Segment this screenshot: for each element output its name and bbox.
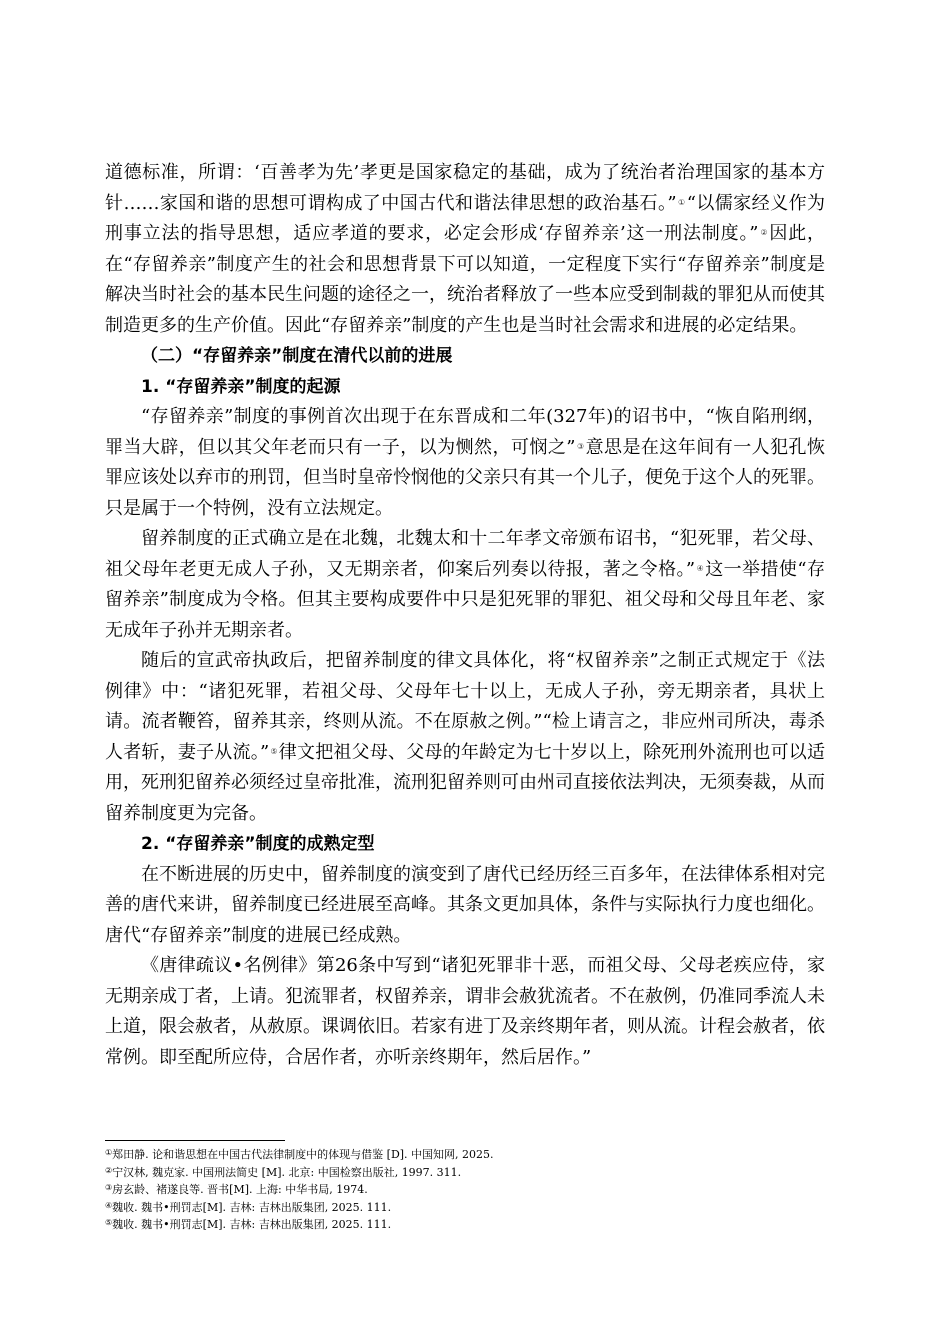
footnote-text: 宁汉林, 魏克家. 中国刑法简史 [M]. 北京: 中国检察出版社, 1997. 311. bbox=[112, 1165, 462, 1179]
footnote-ref-4: ④ bbox=[696, 563, 705, 573]
footnotes bbox=[105, 1145, 825, 1233]
footnote-mark: ② bbox=[105, 1165, 113, 1175]
paragraph-2 bbox=[105, 402, 825, 524]
footnote-ref-1: ① bbox=[677, 197, 686, 207]
footnote-item bbox=[105, 1215, 825, 1233]
footnote-mark: ① bbox=[105, 1148, 113, 1157]
section-heading-2: （二）“存留养亲”制度在清代以前的进展 bbox=[141, 346, 453, 366]
subsection-heading-2: 2. “存留养亲”制度的成熟定型 bbox=[141, 834, 375, 854]
paragraph-3-text: 留养制度的正式确立是在北魏，北魏太和十二年孝文帝颁布诏书，“犯死罪，若父母、祖父母年老更无成人子孙，又无期亲者，仰案后列奏以待报，著之令格。” bbox=[105, 528, 825, 580]
footnote-item bbox=[105, 1145, 825, 1163]
footnote-item bbox=[105, 1198, 825, 1216]
footnote-item bbox=[105, 1163, 825, 1181]
footnote-text: 魏收. 魏书•刑罚志[M]. 吉林: 吉林出版集团, 2025. 111. bbox=[112, 1218, 392, 1231]
subsection-heading-1: 1. “存留养亲”制度的起源 bbox=[141, 376, 341, 397]
paragraph-2-tail: 意思是在这年间有一人犯孔恢罪应该处以弃市的刑罚，但当时皇帝怜悯他的父亲只有其一个儿子，便免于这个人的死罪。只是属于一个特例，没有立法规定。 bbox=[105, 436, 825, 519]
paragraph-4-tail: 律文把祖父母、父母的年龄定为七十岁以上，除死刑外流刑也可以适用，死刑犯留养必须经过皇帝批准，流刑犯留养则可由州司直接依法判决，无须奏裁，从而留养制度更为完备。 bbox=[105, 741, 826, 824]
footnote-item bbox=[105, 1180, 825, 1198]
paragraph-1-tail2: 因此，在“存留养亲”制度产生的社会和思想背景下可以知道，一定程度下实行“存留养亲”制度是解决当时社会的基本民生问题的途径之一，统治者释放了一些本应受到制裁的罪犯从而使其制造更多的生产价值。因此“存留养亲”制度的产生也是当时社会需求和进展的必定结果。 bbox=[105, 223, 826, 336]
footnote-ref-2: ② bbox=[759, 228, 769, 237]
paragraph-4-text: 随后的宣武帝执政后，把留养制度的律文具体化，将“权留养亲”之制正式规定于《法例律》中：“诸犯死罪，若祖父母、父母年七十以上，无成人子孙，旁无期亲者，具状上请。流者鞭笞，留养其亲，终则从流。不在原赦之例。”“检上请言之，非应州司所决，毒杀人者斩，妻子从流。” bbox=[105, 650, 825, 763]
paragraph-1-text: 道德标准，所谓：‘百善孝为先’孝更是国家稳定的基础，成为了统治者治理国家的基本方针……家国和谐的思想可谓构成了中国古代和谐法律思想的政治基石。” bbox=[105, 162, 825, 214]
body-text bbox=[105, 158, 825, 1073]
paragraph-1 bbox=[105, 158, 825, 341]
paragraph-5: 在不断进展的历史中，留养制度的演变到了唐代已经历经三百多年，在法律体系相对完善的唐代来讲，留养制度已经进展至高峰。其条文更加具体，条件与实际执行力度也细化。唐代“存留养亲”制度的进展已经成熟。 bbox=[105, 863, 825, 946]
paragraph-3 bbox=[105, 524, 825, 646]
paragraph-3-tail: 这一举措使“存留养亲”制度成为令格。但其主要构成要件中只是犯死罪的罪犯、祖父母和父母且年老、家无成年子孙并无期亲者。 bbox=[105, 558, 826, 641]
paragraph-1-tail: “以儒家经义作为刑事立法的指导思想，适应孝道的要求，必定会形成‘存留养亲’这一刑法制度。” bbox=[105, 192, 826, 244]
paragraph-4 bbox=[105, 646, 825, 829]
footnote-text: 房玄龄、褚遂良等. 晋书[M]. 上海: 中华书局, 1974. bbox=[112, 1183, 368, 1196]
footnote-ref-3: ③ bbox=[576, 441, 585, 451]
footnote-text: 郑田静. 论和谐思想在中国古代法律制度中的体现与借鉴 [D]. 中国知网, 2025. bbox=[112, 1148, 494, 1161]
footnote-ref-5: ⑤ bbox=[270, 746, 278, 756]
footnote-mark: ④ bbox=[105, 1200, 113, 1210]
paragraph-6: 《唐律疏议•名例律》第26条中写到“诸犯死罪非十恶，而祖父母、父母老疾应侍，家无期亲成丁者，上请。犯流罪者，权留养亲，谓非会赦犹流者。不在赦例，仍准同季流人未上道，限会赦者，从赦原。课调依旧。若家有进丁及亲终期年者，则从流。计程会赦者，依常例。即至配所应侍，合居作者，亦听亲终期年，然后居作。” bbox=[105, 955, 825, 1068]
footnote-divider bbox=[105, 1140, 285, 1141]
footnote-mark: ⑤ bbox=[105, 1218, 113, 1227]
footnote-mark: ③ bbox=[105, 1183, 113, 1192]
paragraph-2-text: “存留养亲”制度的事例首次出现于在东晋成和二年(327年)的诏书中，“恢自陷刑纲，罪当大辟，但以其父年老而只有一子，以为恻然，可悯之” bbox=[105, 406, 825, 458]
footnote-text: 魏收. 魏书•刑罚志[M]. 吉林: 吉林出版集团, 2025. 111. bbox=[112, 1200, 392, 1214]
